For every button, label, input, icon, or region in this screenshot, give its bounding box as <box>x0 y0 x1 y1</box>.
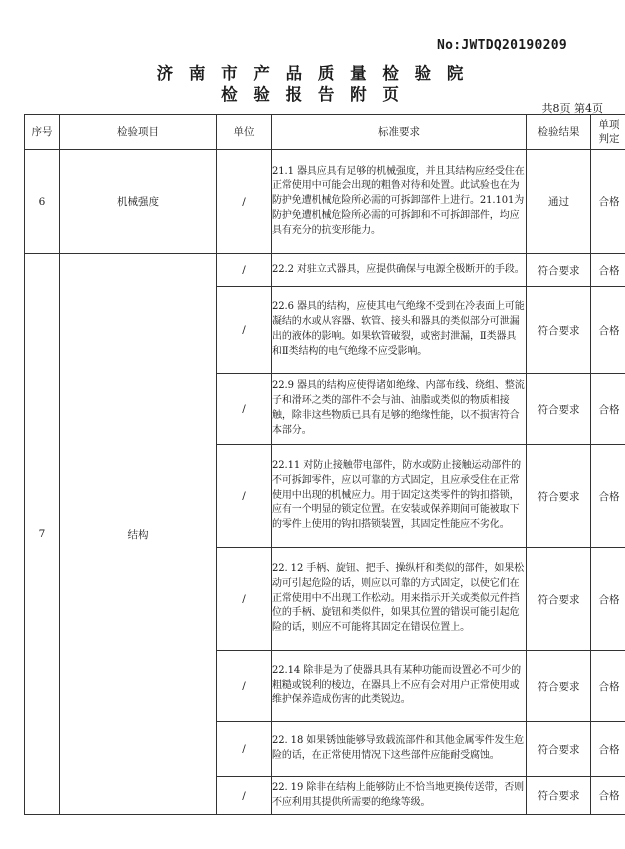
result-cell: 符合要求 <box>527 254 591 287</box>
table-header-row <box>25 115 625 150</box>
requirement-cell: 22.11 对防止接触带电部件，防水或防止接触运动部件的不可拆卸零件，应以可靠的方式固定，且应承受住在正常使用中出现的机械应力。用于固定这类零件的钩扣搭锁，应有一个明显的锁定位置。在安装或保养期间可能被取下的零件上使用的钩扣搭锁装置，其固定性能应不劣化。 <box>272 445 527 548</box>
verdict-cell: 合格 <box>591 287 625 374</box>
table-row <box>25 150 625 254</box>
seq-cell: 6 <box>25 150 60 254</box>
verdict-cell: 合格 <box>591 722 625 777</box>
verdict-cell: 合格 <box>591 777 625 815</box>
result-cell: 符合要求 <box>527 445 591 548</box>
result-cell: 符合要求 <box>527 651 591 722</box>
seq-cell: 7 <box>25 254 60 815</box>
result-cell: 通过 <box>527 150 591 254</box>
col-seq-header: 序号 <box>25 115 60 150</box>
requirement-cell: 21.1 器具应具有足够的机械强度，并且其结构应经受住在正常使用中可能会出现的粗鲁对待和处置。此试验也在为防护免遭机械危险所必需的可拆卸部件上进行。21.101为防护免遭机械危险所必需的可拆卸和不可拆卸部件，均应具有充分的抗变形能力。 <box>272 150 527 254</box>
result-cell: 符合要求 <box>527 374 591 445</box>
col-result-header: 检验结果 <box>527 115 591 150</box>
result-cell: 符合要求 <box>527 722 591 777</box>
verdict-cell: 合格 <box>591 651 625 722</box>
result-cell: 符合要求 <box>527 287 591 374</box>
requirement-cell: 22.9 器具的结构应使得诸如绝缘、内部布线、绕组、整流子和滑环之类的部件不会与油、油脂或类似的物质相接触，除非这些物质已具有足够的绝缘性能，以不损害符合本部分。 <box>272 374 527 445</box>
verdict-cell: 合格 <box>591 150 625 254</box>
unit-cell: / <box>217 777 272 815</box>
inspection-table <box>24 114 625 815</box>
requirement-cell: 22.6 器具的结构，应使其电气绝缘不受到在冷表面上可能凝结的水或从容器、软管、接头和器具的类似部分可泄漏出的液体的影响。如果软管破裂，或密封泄漏，Ⅱ类器具和Ⅱ类结构的电气绝缘不应受影响。 <box>272 287 527 374</box>
verdict-cell: 合格 <box>591 254 625 287</box>
unit-cell: / <box>217 445 272 548</box>
unit-cell: / <box>217 548 272 651</box>
col-unit-header: 单位 <box>217 115 272 150</box>
verdict-cell: 合格 <box>591 374 625 445</box>
unit-cell: / <box>217 254 272 287</box>
unit-cell: / <box>217 374 272 445</box>
unit-cell: / <box>217 150 272 254</box>
item-cell: 结构 <box>60 254 217 815</box>
requirement-cell: 22.2 对驻立式器具，应提供确保与电源全极断开的手段。 <box>272 254 527 287</box>
item-cell: 机械强度 <box>60 150 217 254</box>
result-cell: 符合要求 <box>527 548 591 651</box>
requirement-cell: 22. 19 除非在结构上能够防止不恰当地更换传送带，否则不应利用其提供所需要的绝缘等级。 <box>272 777 527 815</box>
result-cell: 符合要求 <box>527 777 591 815</box>
requirement-cell: 22. 12 手柄、旋钮、把手、操纵杆和类似的部件，如果松动可引起危险的话，则应以可靠的方式固定，以使它们在正常使用中不出现工作松动。用来指示开关或类似元件挡位的手柄、旋钮和类似件，如果其位置的错误可能引起危险的话，则应不可能将其固定在错误位置上。 <box>272 548 527 651</box>
table-row <box>25 254 625 287</box>
col-requirement-header: 标准要求 <box>272 115 527 150</box>
verdict-cell: 合格 <box>591 445 625 548</box>
col-item-header: 检验项目 <box>60 115 217 150</box>
unit-cell: / <box>217 722 272 777</box>
institute-title: 济 南 市 产 品 质 量 检 验 院 <box>156 64 469 83</box>
unit-cell: / <box>217 651 272 722</box>
report-number: No:JWTDQ20190209 <box>436 38 567 53</box>
unit-cell: / <box>217 287 272 374</box>
report-subtitle: 检 验 报 告 附 页 <box>221 85 404 104</box>
requirement-cell: 22. 18 如果锈蚀能够导致载流部件和其他金属零件发生危险的话，在正常使用情况下这些部件应能耐受腐蚀。 <box>272 722 527 777</box>
page-info: 共8页 第4页 <box>541 102 603 115</box>
requirement-cell: 22.14 除非是为了使器具具有某种功能而设置必不可少的粗糙或锐利的棱边，在器具上不应有会对用户正常使用或维护保养造成伤害的此类锐边。 <box>272 651 527 722</box>
verdict-cell: 合格 <box>591 548 625 651</box>
col-verdict-header: 单项判定 <box>591 115 625 150</box>
